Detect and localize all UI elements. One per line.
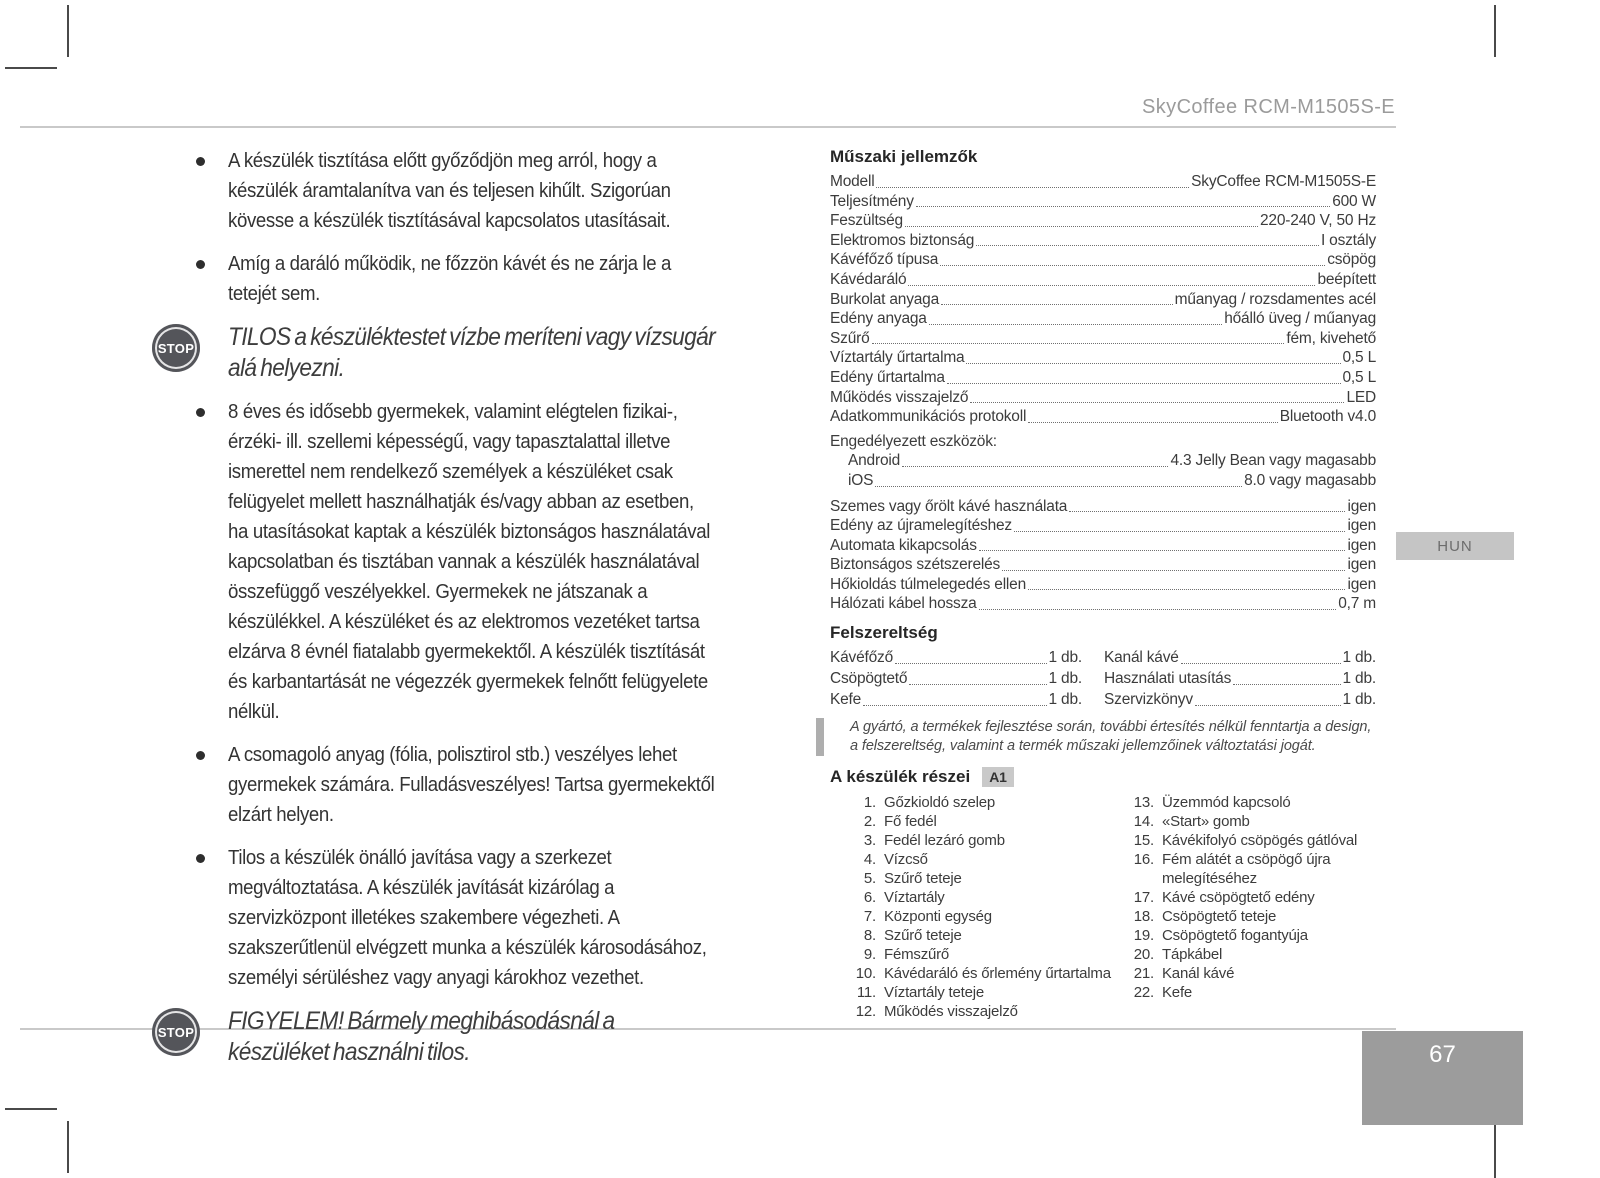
spec-row xyxy=(830,388,1376,408)
note-bar xyxy=(816,718,824,756)
part-name: Kávé csöpögtető edény xyxy=(1162,889,1315,907)
part-name: Gőzkioldó szelep xyxy=(884,794,996,812)
safety-text: A készülék tisztítása előtt győződjön meg arról, hogy a készülék áramtalanítva van és teljesen kihűlt. Szigorúan kövesse a készülék tisztításával kapcsolatos utasításait. xyxy=(228,149,671,232)
part-number: 15. xyxy=(1133,832,1154,850)
dotted-leader xyxy=(947,383,1341,384)
part-number: 4. xyxy=(863,851,876,869)
part-number: 3. xyxy=(863,832,876,850)
part-name: Vízcső xyxy=(884,851,928,869)
part-item xyxy=(1130,926,1376,945)
allowed-devices-title: Engedélyezett eszközök: xyxy=(830,432,997,450)
part-item xyxy=(1130,945,1376,964)
safety-marker xyxy=(152,740,228,760)
spec-value: 0,5 L xyxy=(1342,349,1376,367)
spec-label: Burkolat anyaga xyxy=(830,290,940,308)
equipment-title: Felszereltség xyxy=(830,623,938,643)
dotted-leader xyxy=(1028,422,1277,423)
dotted-leader xyxy=(979,609,1337,610)
spec-label: Teljesítmény xyxy=(830,192,914,210)
part-name: Csöpögtető teteje xyxy=(1162,908,1277,926)
spec-label: Hőkioldás túlmelegedés ellen xyxy=(830,575,1027,593)
spec-label: Hálózati kábel hossza xyxy=(830,595,977,613)
spec-value: hőálló üveg / műanyag xyxy=(1224,310,1376,328)
equipment-label: Kanál kávé xyxy=(1104,649,1179,667)
bullet-icon xyxy=(196,157,205,166)
safety-text: Amíg a daráló működik, ne főzzön kávét és ne zárja le a tetejét sem. xyxy=(228,252,672,305)
dotted-leader xyxy=(872,343,1285,344)
spec-value: igen xyxy=(1347,536,1376,554)
part-item xyxy=(1130,964,1376,983)
safety-item xyxy=(152,397,766,727)
note-text: A gyártó, a termékek fejlesztése során, további értesítés nélkül fenntartja a design, a felszereltség, valamint a termék műszaki jellemzőinek változtatási jogát. xyxy=(850,719,1372,755)
safety-text: A csomagoló anyag (fólia, polisztirol stb.) veszélyes lehet gyermekek számára. Fulladásveszélyes! Tartsa gyermekektől elzárt helyen. xyxy=(228,743,715,826)
dotted-leader xyxy=(876,187,1189,188)
part-number: 9. xyxy=(863,946,876,964)
parts-title: A készülék részei xyxy=(830,767,971,787)
equipment-label: Használati utasítás xyxy=(1104,670,1232,688)
part-number: 22. xyxy=(1133,984,1154,1002)
spec-label: Kávédaráló xyxy=(830,270,907,288)
spec-row xyxy=(830,516,1376,536)
spec-label: Modell xyxy=(830,173,875,190)
dotted-leader xyxy=(966,363,1340,364)
dotted-leader xyxy=(1028,589,1345,590)
safety-marker xyxy=(152,146,228,166)
part-item xyxy=(852,945,1130,964)
specs-title: Műszaki jellemzők xyxy=(830,147,978,166)
part-item xyxy=(1130,983,1376,1002)
part-number: 20. xyxy=(1133,946,1154,964)
spec-row xyxy=(830,348,1376,368)
spec-label: Elektromos biztonság xyxy=(830,231,975,249)
dotted-leader xyxy=(1233,684,1340,685)
safety-text: TILOS a készüléktestet vízbe meríteni vagy vízsugár alá helyezni. xyxy=(228,323,716,382)
spec-label: Szűrő xyxy=(830,329,870,347)
equipment-label: Csöpögtető xyxy=(830,670,908,688)
spec-value: műanyag / rozsdamentes acél xyxy=(1174,290,1376,308)
language-tab: HUN xyxy=(1396,532,1514,560)
a1-badge: A1 xyxy=(982,767,1014,787)
part-item xyxy=(852,793,1130,812)
part-item xyxy=(1130,812,1376,831)
equipment-row xyxy=(1104,689,1376,710)
dotted-leader xyxy=(902,466,1168,467)
spec-row xyxy=(830,231,1376,251)
dotted-leader xyxy=(1195,705,1341,706)
safety-item xyxy=(152,249,766,309)
safety-text: Tilos a készülék önálló javítása vagy a szerkezet megváltoztatása. A készülék javítását kizárólag a szervizközpont illetékes szakembere végezheti. A szakszerűtlenül elvégzett munka a készülék károsodásához, személyi sérüléshez vagy anyagi károkhoz vezethet. xyxy=(228,846,707,989)
part-item xyxy=(852,964,1130,983)
technical-section xyxy=(830,146,1376,1021)
spec-row xyxy=(830,309,1376,329)
spec-label: Víztartály űrtartalma xyxy=(830,349,965,367)
spec-row xyxy=(830,211,1376,231)
spec-row xyxy=(830,555,1376,575)
dotted-leader xyxy=(1181,663,1341,664)
spec-label: Feszültség xyxy=(830,212,903,230)
part-name: Víztartály teteje xyxy=(884,984,984,1002)
stop-icon-label: STOP xyxy=(157,340,195,356)
spec-label: Biztonságos szétszerelés xyxy=(830,556,1001,574)
spec-row xyxy=(830,192,1376,212)
parts-header xyxy=(830,766,1376,787)
spec-row xyxy=(830,172,1376,192)
equipment-label: Kefe xyxy=(830,691,862,709)
safety-text: FIGYELEM! Bármely meghibásodásnál a készüléket használni tilos. xyxy=(228,1007,615,1066)
spec-value: I osztály xyxy=(1320,231,1376,249)
spec-label: Android xyxy=(848,452,901,470)
part-number: 1. xyxy=(863,794,876,812)
part-name: Csöpögtető fogantyúja xyxy=(1162,927,1308,945)
equipment-value: 1 db. xyxy=(1342,691,1376,709)
dotted-leader xyxy=(929,324,1223,325)
spec-value: igen xyxy=(1347,497,1376,515)
dotted-leader xyxy=(1002,570,1345,571)
part-number: 7. xyxy=(863,908,876,926)
safety-marker xyxy=(152,843,228,863)
header-rule xyxy=(20,126,1396,128)
equipment-value: 1 db. xyxy=(1342,649,1376,667)
specs-rows-2 xyxy=(830,497,1376,615)
part-name: Szűrő teteje xyxy=(884,927,962,945)
part-number: 17. xyxy=(1133,889,1154,907)
part-name: Tápkábel xyxy=(1162,946,1223,964)
spec-row xyxy=(830,536,1376,556)
spec-value: SkyCoffee RCM-M1505S-E xyxy=(1191,173,1376,190)
safety-marker xyxy=(152,322,228,372)
spec-label: Automata kikapcsolás xyxy=(830,536,977,554)
parts-columns xyxy=(830,793,1376,1021)
part-item xyxy=(852,831,1130,850)
dotted-leader xyxy=(970,402,1344,403)
safety-item xyxy=(152,146,766,236)
spec-label: Edény az újramelegítéshez xyxy=(830,517,1012,535)
equipment-label: Kávéfőző xyxy=(830,649,894,667)
part-item xyxy=(852,926,1130,945)
part-number: 14. xyxy=(1133,813,1154,831)
part-item xyxy=(1130,831,1376,850)
spec-row xyxy=(830,407,1376,427)
bullet-icon xyxy=(196,408,205,417)
part-item xyxy=(852,907,1130,926)
part-number: 21. xyxy=(1133,965,1154,983)
crop-mark-top-left-v xyxy=(67,5,69,57)
dotted-leader xyxy=(909,684,1046,685)
dotted-leader xyxy=(895,663,1046,664)
spec-row xyxy=(830,368,1376,388)
spec-value: 0,5 L xyxy=(1342,368,1376,386)
part-number: 11. xyxy=(856,984,876,1002)
equipment-value: 1 db. xyxy=(1342,670,1376,688)
dotted-leader xyxy=(1069,511,1345,512)
spec-value: igen xyxy=(1347,517,1376,535)
spec-label: Adatkommunikációs protokoll xyxy=(830,408,1027,426)
bullet-icon xyxy=(196,260,205,269)
spec-label: Szemes vagy őrölt kávé használata xyxy=(830,497,1068,515)
part-name: Üzemmód kapcsoló xyxy=(1162,794,1291,812)
part-item xyxy=(852,983,1130,1002)
bullet-icon xyxy=(196,751,205,760)
safety-item xyxy=(152,322,766,384)
equipment-columns xyxy=(830,647,1376,710)
spec-label: iOS xyxy=(848,471,874,489)
spec-value: 600 W xyxy=(1332,192,1376,210)
safety-item xyxy=(152,1006,766,1068)
spec-value: 4.3 Jelly Bean vagy magasabb xyxy=(1170,452,1376,470)
part-item xyxy=(852,850,1130,869)
spec-value: 8.0 vagy magasabb xyxy=(1244,471,1376,489)
parts-list-right xyxy=(1130,793,1376,1021)
spec-label: Működés visszajelző xyxy=(830,388,969,406)
crop-mark-bottom-left-v xyxy=(67,1121,69,1173)
specs-rows xyxy=(830,172,1376,427)
part-name: Kávédaráló és őrlemény űrtartalma xyxy=(884,965,1111,983)
part-name: Kanál kávé xyxy=(1162,965,1235,983)
part-name: Központi egység xyxy=(884,908,992,926)
part-name: Kávékifolyó csöpögés gátlóval xyxy=(1162,832,1358,850)
dotted-leader xyxy=(863,705,1046,706)
spec-label: Edény anyaga xyxy=(830,310,927,328)
part-item xyxy=(852,869,1130,888)
part-number: 6. xyxy=(863,889,876,907)
part-number: 13. xyxy=(1133,794,1154,812)
spec-value: 220-240 V, 50 Hz xyxy=(1259,212,1376,230)
spec-value: igen xyxy=(1347,556,1376,574)
bullet-icon xyxy=(196,854,205,863)
equipment-row xyxy=(830,689,1082,710)
equipment-value: 1 db. xyxy=(1048,691,1082,709)
parts-list-left xyxy=(830,793,1130,1021)
part-name: «Start» gomb xyxy=(1162,813,1250,831)
part-item xyxy=(1130,888,1376,907)
dotted-leader xyxy=(905,226,1258,227)
part-number: 10. xyxy=(855,965,876,983)
equipment-row xyxy=(830,647,1082,668)
dotted-leader xyxy=(875,486,1242,487)
part-item xyxy=(852,812,1130,831)
dotted-leader xyxy=(916,206,1330,207)
part-name: Kefe xyxy=(1162,984,1193,1002)
safety-section xyxy=(152,146,766,1068)
spec-row xyxy=(830,575,1376,595)
part-name: Fő fedél xyxy=(884,813,937,831)
dotted-leader xyxy=(1014,531,1346,532)
equipment-value: 1 db. xyxy=(1048,649,1082,667)
spec-label: Kávéfőző típusa xyxy=(830,251,939,269)
equipment-list-left xyxy=(830,647,1082,710)
spec-row xyxy=(830,497,1376,517)
dotted-leader xyxy=(941,304,1173,305)
part-item xyxy=(1130,793,1376,812)
part-name: Működés visszajelző xyxy=(884,1003,1018,1021)
spec-value: csöpög xyxy=(1327,251,1376,269)
dotted-leader xyxy=(979,550,1346,551)
part-number: 18. xyxy=(1133,908,1154,926)
crop-mark-top-right-v xyxy=(1494,5,1496,57)
spec-value: Bluetooth v4.0 xyxy=(1279,408,1376,426)
equipment-list-right xyxy=(1104,647,1376,710)
part-number: 19. xyxy=(1133,927,1154,945)
spec-row xyxy=(830,471,1376,491)
part-name: Fémszűrő xyxy=(884,946,950,964)
spec-value: fém, kivehető xyxy=(1286,329,1376,347)
spec-row xyxy=(830,451,1376,471)
part-name: Szűrő teteje xyxy=(884,870,962,888)
equipment-row xyxy=(1104,668,1376,689)
allowed-devices-rows xyxy=(830,451,1376,490)
spec-row xyxy=(830,594,1376,614)
safety-item xyxy=(152,740,766,830)
spec-row xyxy=(830,329,1376,349)
spec-value: 0,7 m xyxy=(1338,595,1376,613)
spec-row xyxy=(830,270,1376,290)
equipment-label: Szervizkönyv xyxy=(1104,691,1193,709)
spec-value: LED xyxy=(1346,388,1376,406)
safety-marker xyxy=(152,249,228,269)
part-number: 2. xyxy=(863,813,876,831)
part-name: Fedél lezáró gomb xyxy=(884,832,1005,850)
page-number-box xyxy=(1362,1031,1523,1125)
part-item xyxy=(1130,907,1376,926)
spec-label: Edény űrtartalma xyxy=(830,368,945,386)
part-number: 12. xyxy=(855,1003,876,1021)
part-name: Fém alátét a csöpögő újra melegítéséhez xyxy=(1162,851,1331,888)
spec-row xyxy=(830,290,1376,310)
stop-icon-label: STOP xyxy=(157,1024,195,1040)
part-item xyxy=(852,888,1130,907)
dotted-leader xyxy=(908,285,1315,286)
allowed-devices xyxy=(830,432,1376,491)
safety-marker xyxy=(152,397,228,417)
page-number: 67 xyxy=(1429,1041,1456,1068)
equipment-row xyxy=(1104,647,1376,668)
equipment-value: 1 db. xyxy=(1048,670,1082,688)
page-title: SkyCoffee RCM-M1505S-E xyxy=(1142,96,1395,118)
part-name: Víztartály xyxy=(884,889,945,907)
safety-marker xyxy=(152,1006,228,1056)
crop-mark-top-left-h xyxy=(5,67,57,69)
dotted-leader xyxy=(976,245,1319,246)
part-number: 8. xyxy=(863,927,876,945)
safety-text: 8 éves és idősebb gyermekek, valamint elégtelen fizikai-, érzéki- ill. szellemi képességű, vagy tapasztalattal illetve ismerettel nem rendelkező személyek a készüléket csak felügyelet mellett használhatják és/vagy abban az esetben, ha utasításokat kaptak a készülék biztonságos használatával kapcsolatban és tisztában vannak a készülék használatával összefüggő veszélyekkel. Gyermekek ne játszanak a készülékkel. A készüléket és az elektromos vezetéket tartsa elzárva 8 évnél fiatalabb gyermekektől. A készülék tisztítását és karbantartását ne végezzék gyermekek felnőtt felügyelete nélkül. xyxy=(228,400,710,723)
spec-row xyxy=(830,250,1376,270)
stop-icon xyxy=(152,324,200,372)
part-item xyxy=(852,1002,1130,1021)
part-number: 5. xyxy=(863,870,876,888)
safety-item xyxy=(152,843,766,993)
spec-value: beépített xyxy=(1317,270,1376,288)
part-item xyxy=(1130,850,1376,888)
dotted-leader xyxy=(940,265,1325,266)
manufacturer-note xyxy=(830,718,1376,756)
spec-value: igen xyxy=(1347,575,1376,593)
equipment-row xyxy=(830,668,1082,689)
part-number: 16. xyxy=(1133,851,1154,869)
crop-mark-bottom-left-h xyxy=(5,1108,57,1110)
stop-icon xyxy=(152,1008,200,1056)
